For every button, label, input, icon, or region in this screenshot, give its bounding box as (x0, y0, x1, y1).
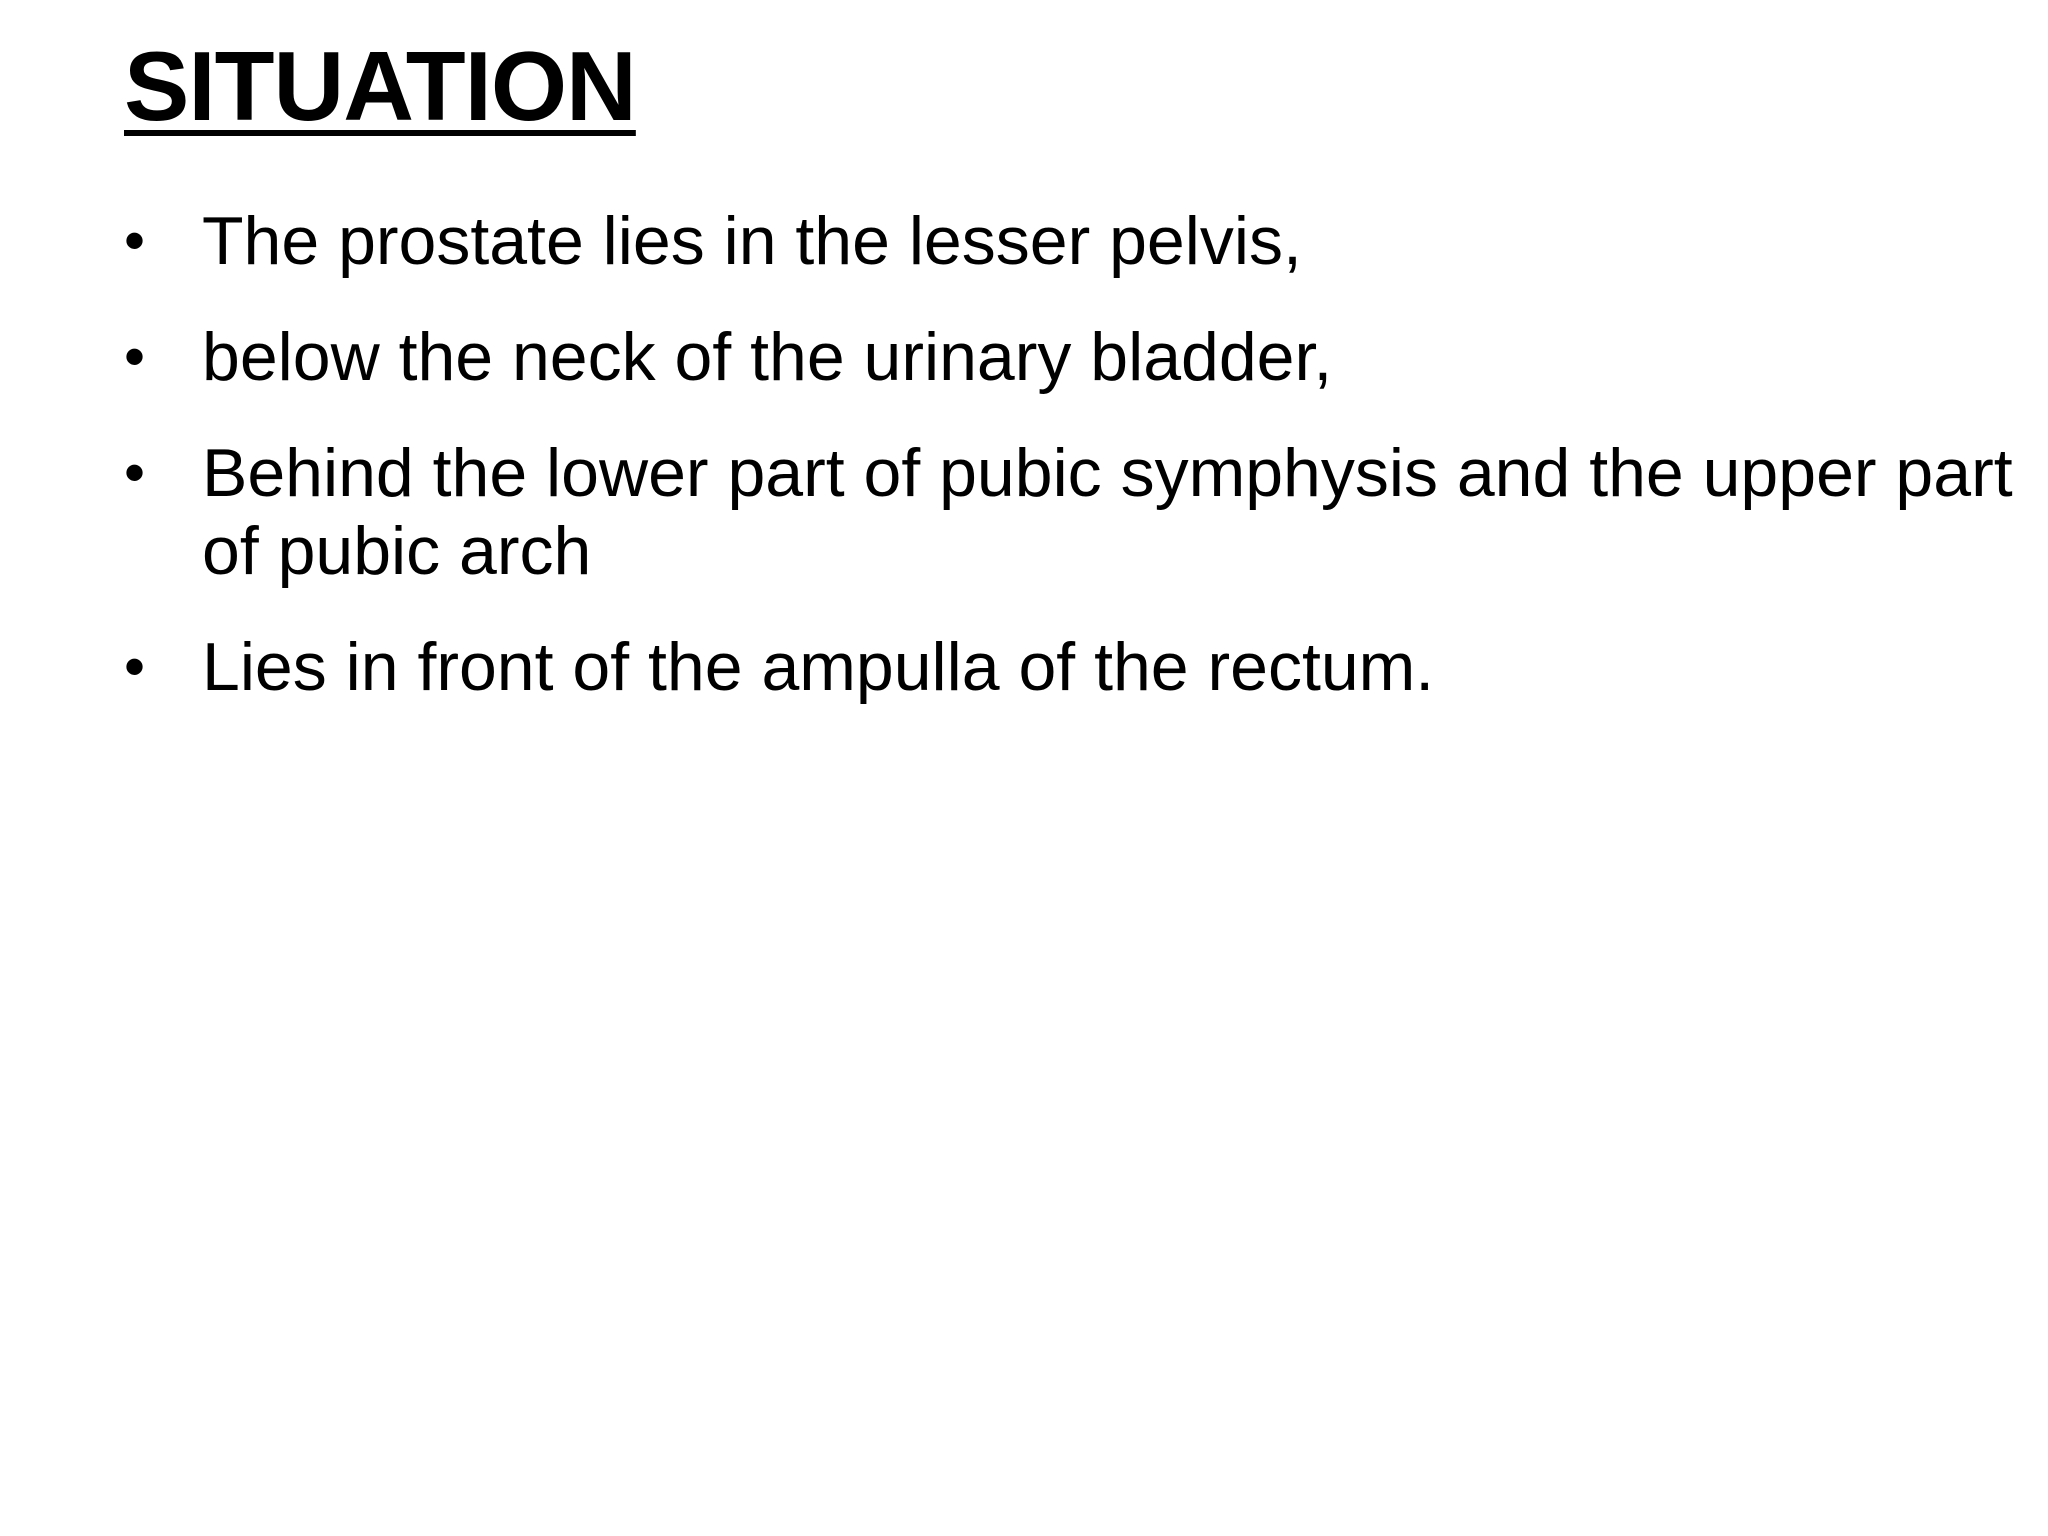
bullet-list (124, 202, 2024, 744)
bullet-icon: • (124, 439, 146, 506)
list-item (124, 202, 2024, 280)
bullet-text: Behind the lower part of pubic symphysis and the upper part of pubic arch (202, 435, 2013, 589)
bullet-icon: • (124, 633, 146, 700)
bullet-text: The prostate lies in the lesser pelvis, (202, 203, 1302, 279)
list-item (124, 318, 2024, 396)
bullet-text: Lies in front of the ampulla of the rectum. (202, 629, 1435, 705)
bullet-text: below the neck of the urinary bladder, (202, 319, 1333, 395)
bullet-icon: • (124, 207, 146, 274)
bullet-icon: • (124, 323, 146, 390)
slide-title: SITUATION (124, 31, 636, 141)
list-item (124, 628, 2024, 706)
list-item (124, 434, 2024, 590)
